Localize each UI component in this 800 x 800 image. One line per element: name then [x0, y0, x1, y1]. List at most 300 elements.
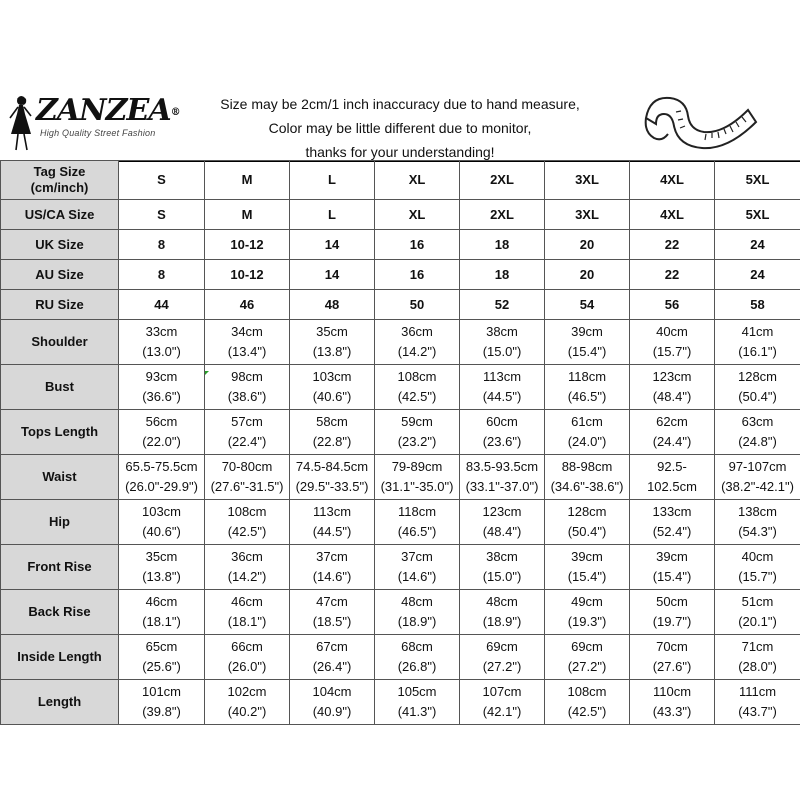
- cm-value: 63cm: [741, 414, 774, 429]
- cm-value: 70-80cm: [221, 459, 273, 474]
- cm-value: 108cm: [567, 684, 607, 699]
- measure-cell: [630, 320, 715, 365]
- cm-value: 128cm: [567, 504, 607, 519]
- cm-value: 39cm: [571, 549, 603, 564]
- measure-row: [1, 410, 800, 455]
- cm-value: 103cm: [141, 504, 182, 519]
- inch-value: (15.4"): [652, 569, 692, 584]
- size-cell: 20: [545, 230, 630, 260]
- inch-value: (40.6"): [142, 524, 181, 539]
- measure-row: [1, 635, 800, 680]
- measure-cell: [290, 635, 375, 680]
- size-row: [1, 230, 800, 260]
- cm-value: 71cm: [741, 639, 774, 654]
- inch-value: (42.5"): [397, 389, 437, 404]
- cm-value: 47cm: [316, 594, 348, 609]
- row-label-line: UK Size: [35, 236, 84, 252]
- cm-value: 33cm: [145, 324, 178, 339]
- cm-value: 110cm: [652, 684, 692, 699]
- cm-value: 50cm: [656, 594, 688, 609]
- row-label-line: AU Size: [35, 266, 84, 282]
- measure-row: [1, 455, 800, 500]
- row-label: Tops Length: [1, 410, 119, 455]
- inch-value: (25.6"): [142, 659, 181, 674]
- inch-value: (41.3"): [397, 704, 437, 719]
- measure-cell: [715, 410, 800, 455]
- size-cell: 22: [630, 260, 715, 290]
- inch-value: (29.5"-33.5"): [295, 479, 369, 494]
- inch-value: (44.5"): [482, 389, 522, 404]
- size-cell: 2XL: [460, 161, 545, 200]
- measure-cell: [545, 545, 630, 590]
- measure-cell: [715, 590, 800, 635]
- measure-cell: [119, 590, 205, 635]
- measure-cell: [205, 680, 290, 725]
- inch-value: (13.8"): [312, 344, 352, 359]
- inch-value: (14.6"): [397, 569, 437, 584]
- cm-value: 59cm: [401, 414, 433, 429]
- measure-cell: [460, 680, 545, 725]
- measure-cell: [545, 365, 630, 410]
- inch-value: (36.6"): [142, 389, 181, 404]
- measurement-notice: [200, 92, 600, 164]
- cm-value: 103cm: [312, 369, 352, 384]
- measure-cell: [460, 590, 545, 635]
- size-cell: 16: [375, 230, 460, 260]
- inch-value: (40.9"): [312, 704, 352, 719]
- row-label: [1, 260, 119, 290]
- row-label-line: (cm/inch): [30, 180, 89, 195]
- measure-cell: [205, 500, 290, 545]
- inch-value: (18.1"): [142, 614, 181, 629]
- inch-value: (26.0"): [227, 659, 267, 674]
- size-cell: 4XL: [630, 200, 715, 230]
- size-cell: 44: [119, 290, 205, 320]
- measure-cell: [545, 590, 630, 635]
- cm-value: 61cm: [571, 414, 603, 429]
- size-cell: S: [119, 200, 205, 230]
- measure-cell: [119, 635, 205, 680]
- size-cell: 52: [460, 290, 545, 320]
- cm-value: 38cm: [486, 324, 518, 339]
- chart-header: [0, 84, 800, 162]
- inch-value: (18.1"): [227, 614, 267, 629]
- inch-value: (15.4"): [567, 344, 607, 359]
- row-label: [1, 200, 119, 230]
- size-cell: 24: [715, 260, 800, 290]
- row-label: Waist: [1, 455, 119, 500]
- cm-value: 65cm: [145, 639, 178, 654]
- measure-cell: [290, 545, 375, 590]
- size-cell: XL: [375, 161, 460, 200]
- cm-value: 79-89cm: [391, 459, 443, 474]
- cm-value: 51cm: [741, 594, 774, 609]
- measure-cell: [119, 545, 205, 590]
- inch-value: (18.9"): [397, 614, 437, 629]
- measure-cell: [460, 545, 545, 590]
- cm-value: 68cm: [401, 639, 433, 654]
- inch-value: (15.7"): [652, 344, 692, 359]
- measure-row: [1, 590, 800, 635]
- inch-value: (20.1"): [738, 614, 777, 629]
- row-label-line: US/CA Size: [24, 206, 95, 222]
- inch-value: (33.1"-37.0"): [465, 479, 539, 494]
- inch-value: (22.0"): [142, 434, 181, 449]
- measure-cell: [290, 455, 375, 500]
- measure-row: [1, 680, 800, 725]
- measure-cell: [375, 635, 460, 680]
- inch-value: (16.1"): [738, 344, 777, 359]
- size-cell: 20: [545, 260, 630, 290]
- cm-value: 133cm: [652, 504, 692, 519]
- brand-logo: [6, 94, 206, 154]
- measure-cell: [460, 410, 545, 455]
- cm-value: 70cm: [656, 639, 688, 654]
- cm-value: 46cm: [231, 594, 263, 609]
- size-cell: 54: [545, 290, 630, 320]
- size-cell: 10-12: [205, 260, 290, 290]
- inch-value: (18.9"): [482, 614, 522, 629]
- measure-cell: [545, 500, 630, 545]
- inch-value: (46.5"): [397, 524, 437, 539]
- cm-value: 138cm: [737, 504, 778, 519]
- measure-cell: [460, 500, 545, 545]
- row-label: Length: [1, 680, 119, 725]
- measure-cell: [460, 635, 545, 680]
- size-cell: 3XL: [545, 200, 630, 230]
- measure-cell: [205, 545, 290, 590]
- fashion-figure-icon: [6, 94, 36, 154]
- inch-value: (44.5"): [312, 524, 352, 539]
- size-cell: 22: [630, 230, 715, 260]
- cm-value: 41cm: [741, 324, 774, 339]
- inch-value: (27.6"): [652, 659, 692, 674]
- inch-value: (27.2"): [482, 659, 522, 674]
- row-label-line: Tag Size: [33, 164, 86, 179]
- cm-value: 101cm: [141, 684, 182, 699]
- measure-cell: [375, 680, 460, 725]
- brand-name: ZANZEA®: [36, 93, 180, 128]
- cm-value: 105cm: [397, 684, 437, 699]
- size-cell: 48: [290, 290, 375, 320]
- measurement-rows: [1, 320, 800, 725]
- measure-cell: [630, 365, 715, 410]
- inch-value: (48.4"): [482, 524, 522, 539]
- cm-value: 113cm: [312, 504, 352, 519]
- measure-cell: [205, 320, 290, 365]
- measure-cell: [119, 365, 205, 410]
- cm-value: 57cm: [231, 414, 263, 429]
- cm-value: 49cm: [571, 594, 603, 609]
- size-cell: 58: [715, 290, 800, 320]
- inch-value: (18.5"): [312, 614, 352, 629]
- inch-value: (15.0"): [482, 569, 522, 584]
- size-cell: 14: [290, 230, 375, 260]
- measure-cell: [119, 320, 205, 365]
- cm-value: 35cm: [316, 324, 348, 339]
- inch-value: (38.6"): [227, 389, 267, 404]
- size-cell: 56: [630, 290, 715, 320]
- row-label: Back Rise: [1, 590, 119, 635]
- measure-cell: [375, 500, 460, 545]
- size-table: [0, 160, 800, 725]
- measure-cell: [205, 635, 290, 680]
- inch-value: (31.1"-35.0"): [380, 479, 454, 494]
- size-row: [1, 161, 800, 200]
- measure-cell: [290, 680, 375, 725]
- size-row: [1, 200, 800, 230]
- measure-cell: [630, 410, 715, 455]
- size-cell: 8: [119, 260, 205, 290]
- measure-cell: [545, 320, 630, 365]
- inch-value: (42.1"): [482, 704, 522, 719]
- cm-value: 48cm: [486, 594, 518, 609]
- cm-value: 97-107cm: [728, 459, 787, 474]
- cm-value: 40cm: [741, 549, 774, 564]
- cm-value: 123cm: [482, 504, 522, 519]
- cm-value: 111cm: [738, 684, 777, 699]
- size-row: [1, 290, 800, 320]
- measure-cell: [119, 455, 205, 500]
- cm-value: 108cm: [397, 369, 437, 384]
- cm-value: 38cm: [486, 549, 518, 564]
- cm-value: 93cm: [145, 369, 178, 384]
- cm-value: 37cm: [316, 549, 348, 564]
- cm-value: 74.5-84.5cm: [295, 459, 369, 474]
- row-label: Bust: [1, 365, 119, 410]
- inch-value: (14.2"): [397, 344, 437, 359]
- inch-value: (27.6"-31.5"): [210, 479, 284, 494]
- cm-value: 62cm: [656, 414, 688, 429]
- measure-cell: [630, 455, 715, 500]
- cm-value: 69cm: [486, 639, 518, 654]
- measure-cell: [630, 680, 715, 725]
- row-label: Hip: [1, 500, 119, 545]
- measure-cell: [205, 590, 290, 635]
- measure-cell: [375, 410, 460, 455]
- measure-cell: [545, 680, 630, 725]
- measure-cell: [290, 500, 375, 545]
- cm-value: 39cm: [656, 549, 688, 564]
- cm-value: 46cm: [145, 594, 178, 609]
- size-cell: 3XL: [545, 161, 630, 200]
- inch-value: (26.0"-29.9"): [125, 479, 198, 494]
- measure-cell: [375, 455, 460, 500]
- measure-cell: [205, 365, 290, 410]
- size-cell: 5XL: [715, 200, 800, 230]
- measure-cell: [630, 500, 715, 545]
- inch-value: (39.8"): [142, 704, 181, 719]
- corner-mark: [205, 371, 209, 375]
- inch-value: (13.0"): [142, 344, 181, 359]
- inch-value: 102.5cm: [647, 479, 697, 494]
- inch-value: (14.2"): [227, 569, 267, 584]
- cm-value: 48cm: [401, 594, 433, 609]
- measure-cell: [715, 500, 800, 545]
- inch-value: (23.6"): [482, 434, 522, 449]
- size-cell: 18: [460, 230, 545, 260]
- inch-value: (24.4"): [652, 434, 692, 449]
- measure-cell: [290, 590, 375, 635]
- inch-value: (42.5"): [227, 524, 267, 539]
- size-cell: 24: [715, 230, 800, 260]
- brand-tagline: High Quality Street Fashion: [40, 128, 156, 138]
- inch-value: (15.4"): [567, 569, 607, 584]
- measure-row: [1, 365, 800, 410]
- registered-mark: ®: [170, 107, 180, 118]
- measure-cell: [545, 635, 630, 680]
- measure-cell: [715, 545, 800, 590]
- inch-value: (27.2"): [567, 659, 607, 674]
- inch-value: (26.4"): [312, 659, 352, 674]
- measure-cell: [375, 545, 460, 590]
- inch-value: (52.4"): [652, 524, 692, 539]
- size-cell: XL: [375, 200, 460, 230]
- inch-value: (23.2"): [397, 434, 437, 449]
- cm-value: 108cm: [227, 504, 267, 519]
- size-row: [1, 260, 800, 290]
- size-cell: 5XL: [715, 161, 800, 200]
- size-cell: 8: [119, 230, 205, 260]
- size-cell: 50: [375, 290, 460, 320]
- cm-value: 98cm: [231, 369, 263, 384]
- inch-value: (38.2"-42.1"): [721, 479, 794, 494]
- measure-row: [1, 500, 800, 545]
- cm-value: 36cm: [231, 549, 263, 564]
- measure-cell: [545, 410, 630, 455]
- measure-cell: [205, 455, 290, 500]
- size-cell: 4XL: [630, 161, 715, 200]
- inch-value: (19.7"): [652, 614, 692, 629]
- inch-value: (50.4"): [567, 524, 607, 539]
- inch-value: (46.5"): [567, 389, 607, 404]
- inch-value: (24.0"): [567, 434, 607, 449]
- cm-value: 58cm: [316, 414, 348, 429]
- cm-value: 104cm: [312, 684, 352, 699]
- size-cell: M: [205, 161, 290, 200]
- inch-value: (15.0"): [482, 344, 522, 359]
- measure-cell: [375, 590, 460, 635]
- inch-value: (13.4"): [227, 344, 267, 359]
- row-label: Shoulder: [1, 320, 119, 365]
- size-cell: M: [205, 200, 290, 230]
- measure-cell: [460, 365, 545, 410]
- measure-cell: [460, 455, 545, 500]
- size-cell: 10-12: [205, 230, 290, 260]
- cm-value: 128cm: [737, 369, 778, 384]
- measuring-tape-icon: [640, 88, 760, 156]
- size-cell: 16: [375, 260, 460, 290]
- inch-value: (40.2"): [227, 704, 267, 719]
- notice-line-3: thanks for your understanding!: [305, 144, 495, 160]
- size-cell: 18: [460, 260, 545, 290]
- inch-value: (24.8"): [738, 434, 777, 449]
- inch-value: (42.5"): [567, 704, 607, 719]
- measure-row: [1, 545, 800, 590]
- inch-value: (43.7"): [738, 704, 777, 719]
- inch-value: (22.4"): [227, 434, 267, 449]
- cm-value: 39cm: [571, 324, 603, 339]
- measure-cell: [119, 680, 205, 725]
- cm-value: 118cm: [397, 504, 437, 519]
- row-label: [1, 230, 119, 260]
- measure-cell: [290, 365, 375, 410]
- cm-value: 34cm: [231, 324, 263, 339]
- measure-cell: [460, 320, 545, 365]
- measure-cell: [375, 320, 460, 365]
- measure-cell: [119, 410, 205, 455]
- inch-value: (50.4"): [738, 389, 777, 404]
- inch-value: (28.0"): [738, 659, 777, 674]
- cm-value: 123cm: [652, 369, 692, 384]
- cm-value: 69cm: [571, 639, 603, 654]
- inch-value: (15.7"): [738, 569, 777, 584]
- size-cell: 2XL: [460, 200, 545, 230]
- measure-cell: [375, 365, 460, 410]
- measure-cell: [630, 635, 715, 680]
- cm-value: 67cm: [316, 639, 348, 654]
- cm-value: 35cm: [145, 549, 178, 564]
- inch-value: (40.6"): [312, 389, 352, 404]
- cm-value: 83.5-93.5cm: [465, 459, 539, 474]
- notice-line-1: Size may be 2cm/1 inch inaccuracy due to hand measure,: [220, 96, 580, 112]
- measure-cell: [715, 635, 800, 680]
- measure-row: [1, 320, 800, 365]
- size-cell: S: [119, 161, 205, 200]
- notice-line-2: Color may be little different due to monitor,: [268, 120, 532, 136]
- measure-cell: [290, 410, 375, 455]
- row-label-line: RU Size: [35, 296, 84, 312]
- cm-value: 88-98cm: [561, 459, 613, 474]
- cm-value: 66cm: [231, 639, 263, 654]
- size-cell: L: [290, 161, 375, 200]
- row-label: Inside Length: [1, 635, 119, 680]
- row-label: [1, 290, 119, 320]
- inch-value: (48.4"): [652, 389, 692, 404]
- measure-cell: [715, 455, 800, 500]
- cm-value: 40cm: [656, 324, 688, 339]
- cm-value: 37cm: [401, 549, 433, 564]
- size-cell: 14: [290, 260, 375, 290]
- size-cell: 46: [205, 290, 290, 320]
- cm-value: 113cm: [482, 369, 522, 384]
- measure-cell: [205, 410, 290, 455]
- inch-value: (19.3"): [567, 614, 607, 629]
- row-label: [1, 161, 119, 200]
- size-cell: L: [290, 200, 375, 230]
- row-label: Front Rise: [1, 545, 119, 590]
- cm-value: 92.5-: [657, 459, 687, 474]
- measure-cell: [119, 500, 205, 545]
- inch-value: (26.8"): [397, 659, 437, 674]
- inch-value: (54.3"): [738, 524, 777, 539]
- cm-value: 56cm: [145, 414, 178, 429]
- measure-cell: [290, 320, 375, 365]
- inch-value: (22.8"): [312, 434, 352, 449]
- cm-value: 36cm: [401, 324, 433, 339]
- inch-value: (34.6"-38.6"): [550, 479, 624, 494]
- cm-value: 65.5-75.5cm: [125, 459, 198, 474]
- cm-value: 107cm: [482, 684, 522, 699]
- cm-value: 60cm: [486, 414, 518, 429]
- cm-value: 118cm: [567, 369, 607, 384]
- measure-cell: [715, 680, 800, 725]
- size-chart: [0, 84, 800, 719]
- measure-cell: [545, 455, 630, 500]
- measure-cell: [715, 320, 800, 365]
- size-rows: [1, 161, 800, 320]
- measure-cell: [630, 545, 715, 590]
